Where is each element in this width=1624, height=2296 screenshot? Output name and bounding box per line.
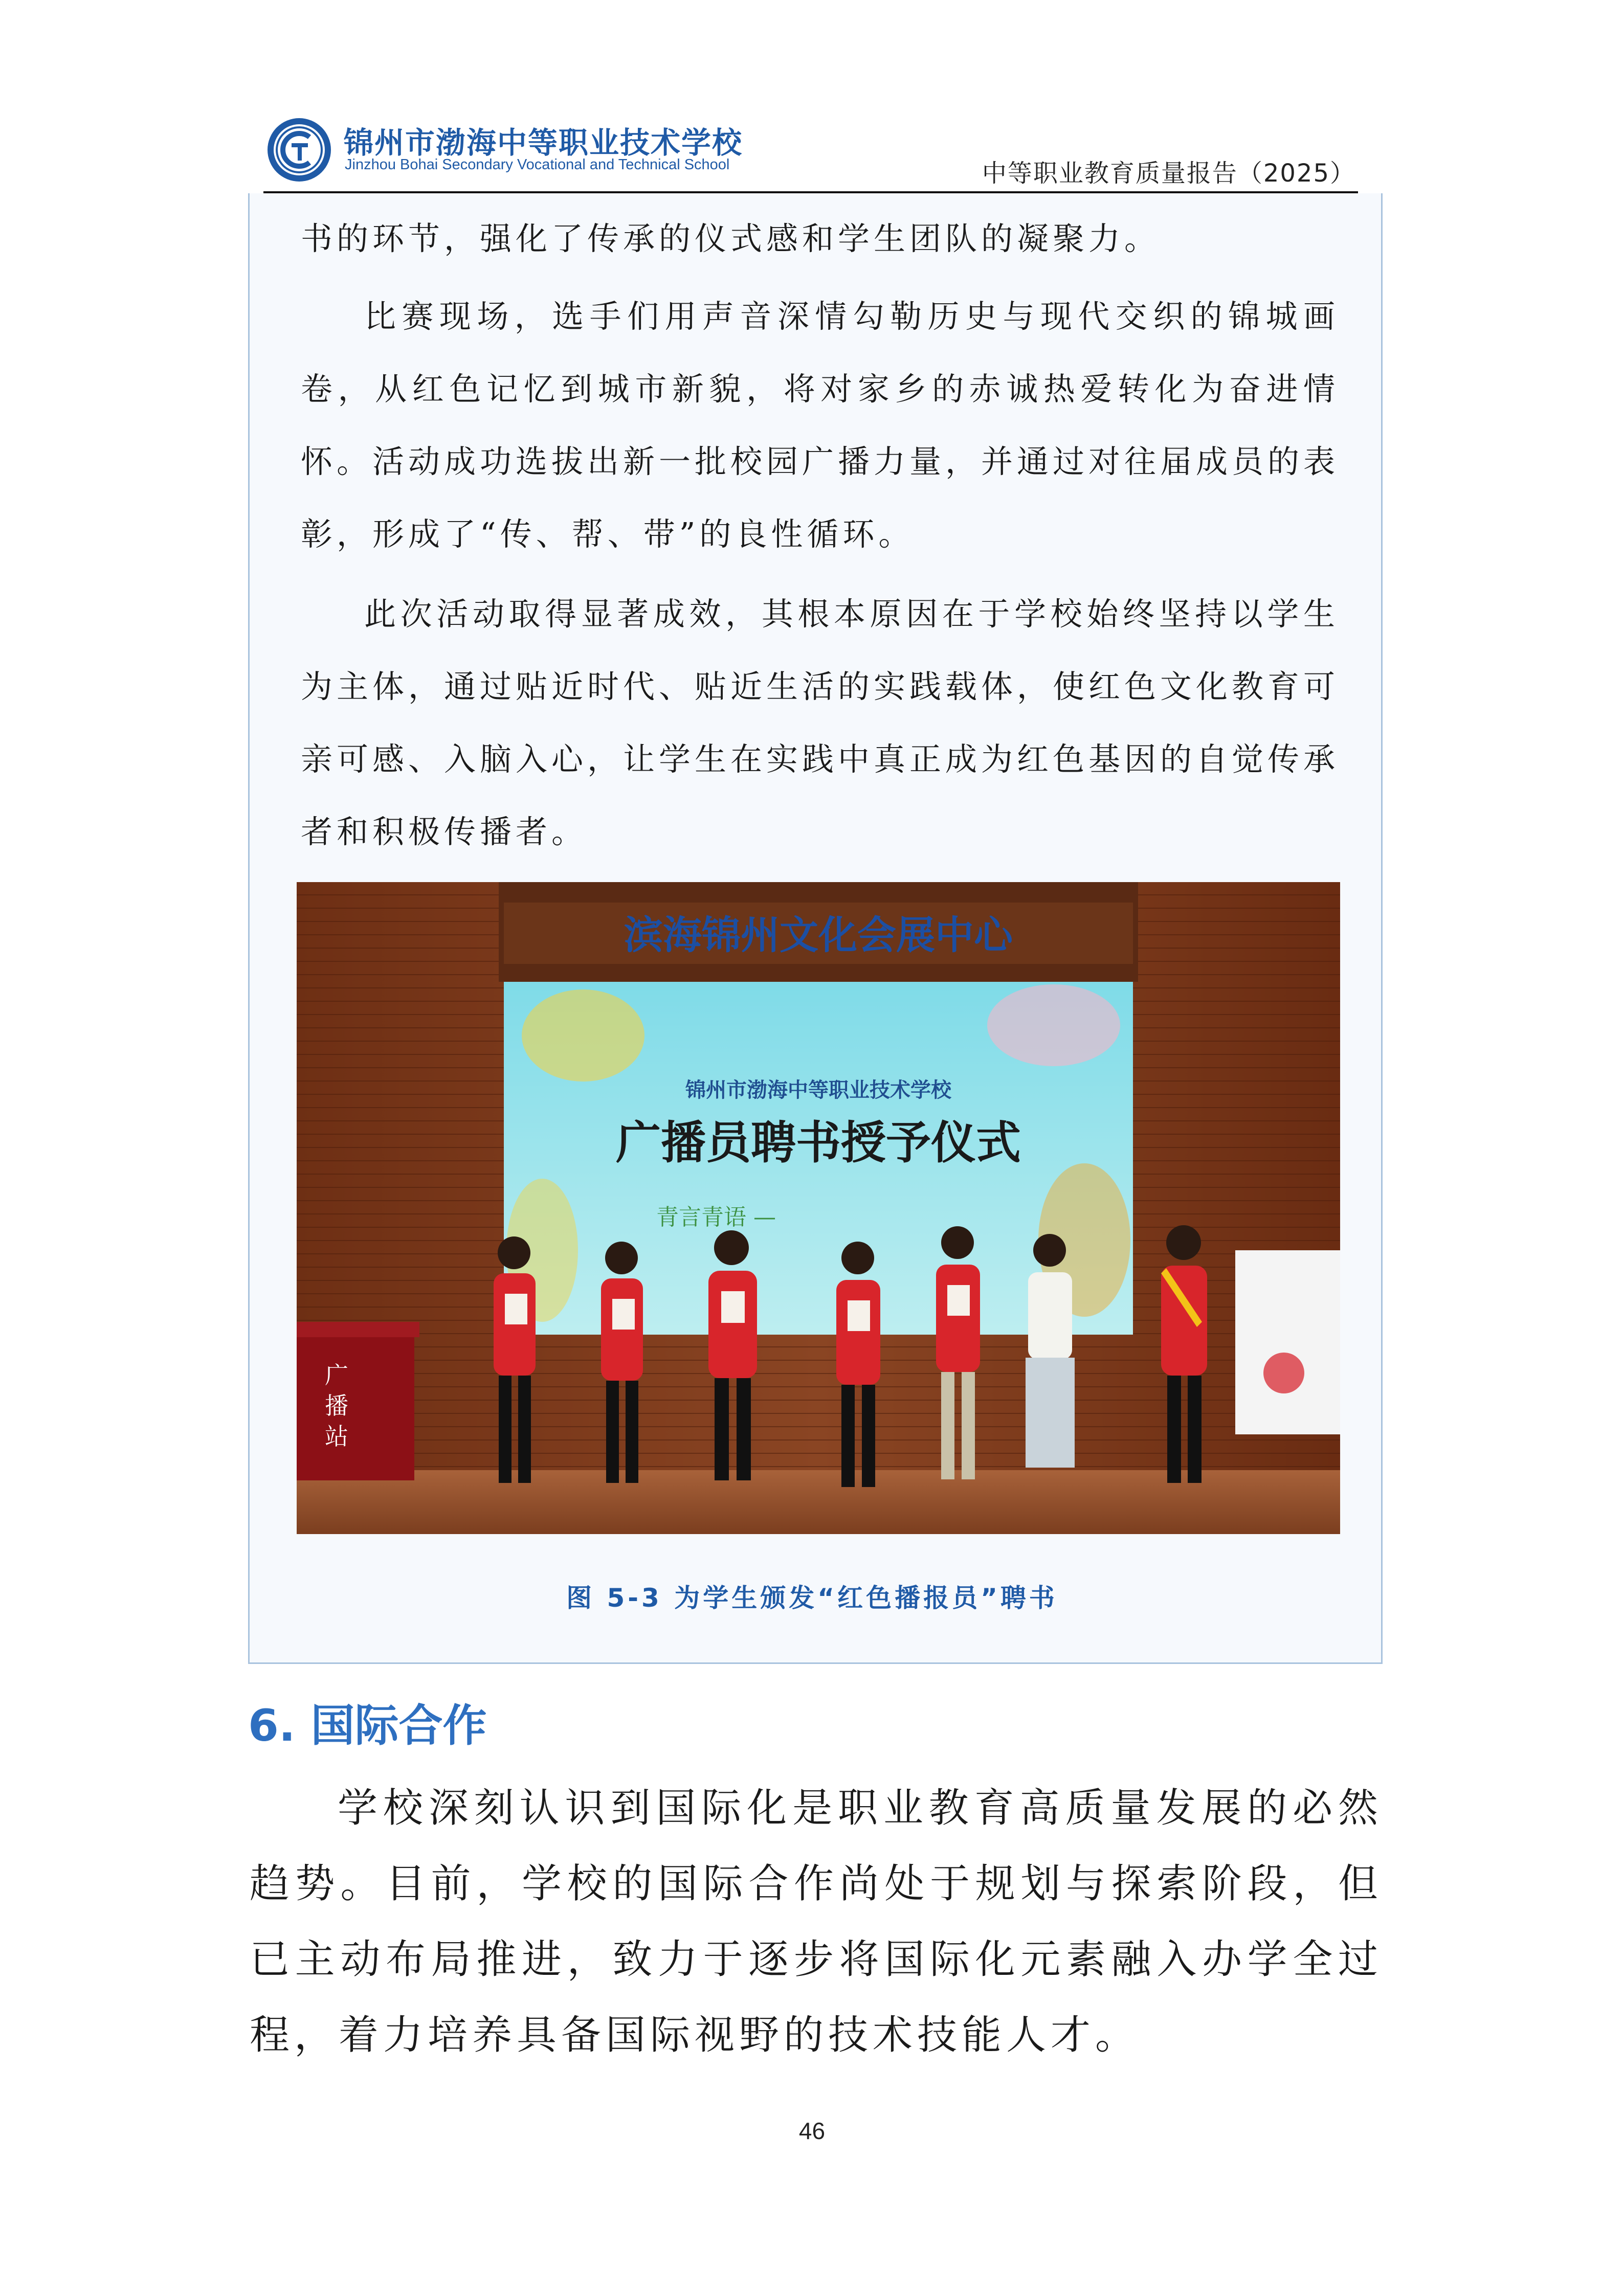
section-paragraph: 学校深刻认识到国际化是职业教育高质量发展的必然趋势。目前，学校的国际合作尚处于规划与探索阶段，但已主动布局推进，致力于逐步将国际化元素融入办学全过程，着力培养具备国际视野的技术技能人才。 [250, 1785, 1383, 2058]
screen-title: 广播员聘书授予仪式 [615, 1116, 1021, 1169]
podium-char-2: 播 [325, 1392, 348, 1420]
report-title: 中等职业教育质量报告（2025） [982, 159, 1355, 188]
page-header [0, 0, 1624, 194]
venue-sign: 滨海锦州文化会展中心 [624, 912, 1013, 958]
page-number: 46 [798, 2118, 826, 2144]
box-paragraph-1: 书的环节，强化了传承的仪式感和学生团队的凝聚力。 [301, 220, 1161, 257]
school-name-cn: 锦州市渤海中等职业技术学校 [344, 125, 743, 160]
school-logo-icon [266, 117, 332, 183]
figure-caption: 图 5-3 为学生颁发“红色播报员”聘书 [566, 1583, 1058, 1613]
box-paragraph-3: 此次活动取得显著成效，其根本原因在于学校始终坚持以学生为主体，通过贴近时代、贴近生活的实践载体，使红色文化教育可亲可感、入脑入心，让学生在实践中真正成为红色基因的自觉传承者和积极传播者。 [301, 595, 1340, 850]
box-paragraph-2: 比赛现场，选手们用声音深情勾勒历史与现代交织的锦城画卷，从红色记忆到城市新貌，将对家乡的赤诚热爱转化为奋进情怀。活动成功选拔出新一批校园广播力量，并通过对往届成员的表彰，形成了“传、帮、带”的良性循环。 [301, 298, 1340, 553]
section-title: 6. 国际合作 [248, 1700, 487, 1751]
screen-slogan: 青言青语 — [656, 1204, 776, 1230]
screen-school-name: 锦州市渤海中等职业技术学校 [685, 1078, 951, 1102]
school-name-en: Jinzhou Bohai Secondary Vocational and Technical School [345, 156, 730, 173]
podium-char-1: 广 [325, 1361, 348, 1389]
ceremony-photo [297, 882, 1340, 1534]
podium-char-3: 站 [325, 1423, 348, 1450]
